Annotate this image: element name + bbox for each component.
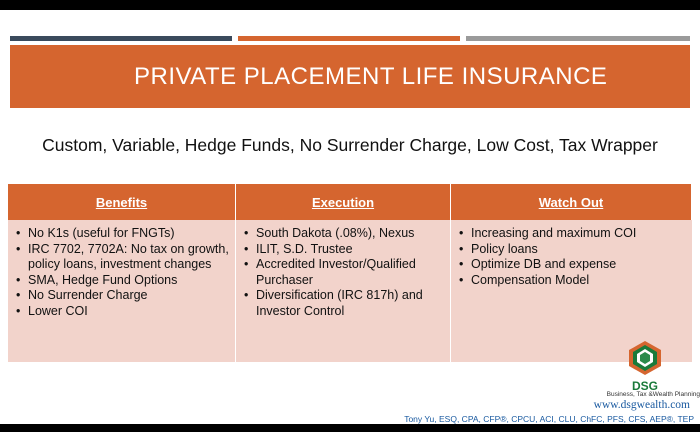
- benefits-cell: [8, 220, 236, 362]
- bar-orange: [238, 36, 460, 41]
- list-item: • Policy loans: [471, 242, 688, 258]
- column-header-watch-out: Watch Out: [451, 184, 692, 220]
- title-band: [10, 45, 690, 108]
- bar-gray: [466, 36, 690, 41]
- list-item: • IRC 7702, 7702A: No tax on growth, policy loans, investment changes: [28, 242, 231, 273]
- logo-tagline: Business, Tax &Wealth Planning: [606, 391, 700, 398]
- list-item: • No Surrender Charge: [28, 288, 231, 304]
- list-item: • Increasing and maximum COI: [471, 226, 688, 242]
- list-item: • South Dakota (.08%), Nexus: [256, 226, 446, 242]
- presenter-credits: Tony Yu, ESQ, CPA, CFP®, CPCU, ACI, CLU, ChFC, PFS, CFS, AEP®, TEP: [404, 414, 694, 424]
- list-item: • ILIT, S.D. Trustee: [256, 242, 446, 258]
- list-item: • Optimize DB and expense: [471, 257, 688, 273]
- list-item: • Diversification (IRC 817h) and Investor Control: [256, 288, 446, 319]
- list-item: • Compensation Model: [471, 273, 688, 289]
- logo-wordmark: DSG: [631, 379, 658, 393]
- execution-list: [240, 226, 446, 319]
- website-link[interactable]: www.dsgwealth.com: [593, 399, 690, 411]
- list-item: • Lower COI: [28, 304, 231, 320]
- comparison-table: [8, 184, 692, 362]
- column-header-execution: Execution: [236, 184, 451, 220]
- decorative-bars: [10, 36, 690, 41]
- execution-cell: [236, 220, 451, 362]
- column-header-benefits: Benefits: [8, 184, 236, 220]
- dsg-logo-icon: [628, 340, 662, 376]
- list-item: • Accredited Investor/Qualified Purchaser: [256, 257, 446, 288]
- slide-title: PRIVATE PLACEMENT LIFE INSURANCE: [134, 62, 608, 90]
- slide-subtitle: Custom, Variable, Hedge Funds, No Surrender Charge, Low Cost, Tax Wrapper: [42, 135, 658, 155]
- watch-out-list: [455, 226, 688, 288]
- list-item: • No K1s (useful for FNGTs): [28, 226, 231, 242]
- benefits-list: [12, 226, 231, 319]
- slide: [0, 10, 700, 424]
- list-item: • SMA, Hedge Fund Options: [28, 273, 231, 289]
- bar-dark: [10, 36, 232, 41]
